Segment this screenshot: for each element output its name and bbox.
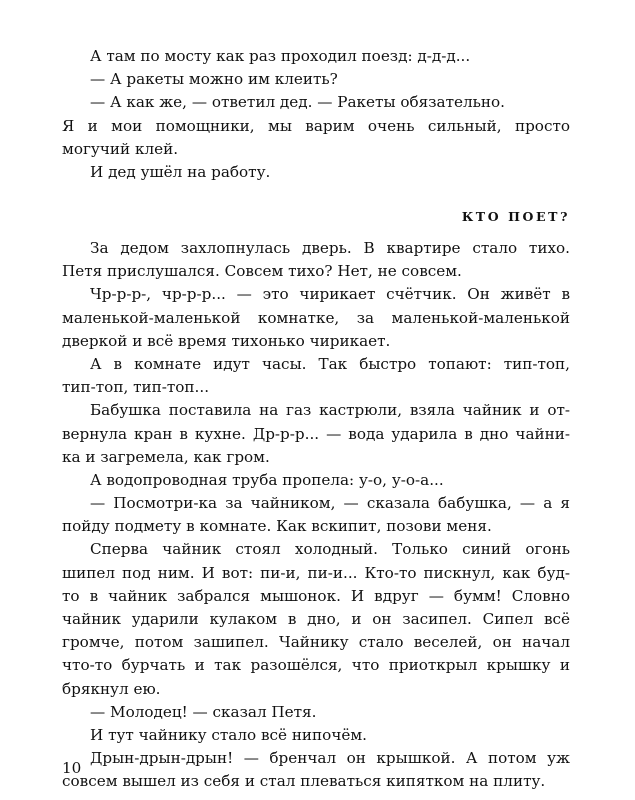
- paragraph-line: — А как же, — ответил дед. — Ракеты обязательно.: [90, 93, 505, 112]
- paragraph-line: А там по мосту как раз проходил поезд: д-д-д...: [90, 47, 471, 65]
- paragraph-line: что-то бурчать и так разошёлся, что приоткрыл крышку и: [62, 656, 570, 675]
- paragraph-line: тип-топ, тип-топ...: [62, 378, 210, 397]
- paragraph-line: — А ракеты можно им клеить?: [90, 70, 338, 89]
- paragraph-line: И дед ушёл на работу.: [90, 162, 271, 181]
- paragraph-line: пойду подмету в комнате. Как вскипит, позови меня.: [62, 517, 492, 536]
- paragraph-line: Я и мои помощники, мы варим очень сильный, просто могучий клей.: [62, 116, 570, 158]
- paragraph-line: Сперва чайник стоял холодный. Только синий огонь: [90, 540, 570, 559]
- paragraph-line: вернула кран в кухне. Др-р-р... — вода ударила в дно чайни-: [62, 424, 570, 443]
- text-block-top: [62, 45, 570, 184]
- paragraph-line: Бабушка поставила на газ кастрюли, взяла чайник и от-: [90, 401, 570, 420]
- paragraph-line: громче, потом зашипел. Чайнику стало веселей, он начал: [62, 633, 570, 652]
- paragraph-line: чайник ударили кулаком в дно, и он засипел. Сипел всё: [62, 610, 570, 628]
- paragraph-line: маленькой-маленькой комнатке, за маленькой-маленькой: [62, 308, 570, 327]
- paragraph-line: то в чайник забрался мышонок. И вдруг — бумм! Словно: [62, 586, 570, 605]
- paragraph-line: брякнул ею.: [62, 679, 161, 698]
- paragraph-line: И тут чайнику стало всё нипочём.: [90, 725, 367, 744]
- paragraph-line: Дрын-дрын-дрын! — бренчал он крышкой. А потом уж: [90, 749, 570, 768]
- paragraph-line: А в комнате идут часы. Так быстро топают: тип-топ,: [90, 354, 570, 373]
- paragraph-line: — Молодец! — сказал Петя.: [90, 702, 317, 721]
- section-heading: КТО ПОЕТ?: [461, 209, 570, 224]
- page-number: 10: [62, 759, 82, 777]
- paragraph-line: — Посмотри-ка за чайником, — сказала бабушка, — а я: [90, 494, 570, 513]
- paragraph-line: дверкой и всё время тихонько чирикает.: [62, 331, 391, 350]
- paragraph-line: совсем вышел из себя и стал плеваться кипятком на плиту.: [62, 772, 546, 791]
- paragraph-line: ка и загремела, как гром.: [62, 447, 270, 466]
- paragraph-line: За дедом захлопнулась дверь. В квартире стало тихо.: [90, 239, 570, 257]
- paragraph-line: шипел под ним. И вот: пи-и, пи-и... Кто-то пискнул, как буд-: [62, 563, 570, 582]
- paragraph-line: Петя прислушался. Совсем тихо? Нет, не совсем.: [62, 262, 462, 281]
- paragraph-line: Чр-р-р-, чр-р-р... — это чирикает счётчик. Он живёт в: [90, 285, 570, 304]
- text-block-main: [62, 237, 570, 794]
- paragraph-line: А водопроводная труба пропела: у-о, у-о-а...: [90, 470, 444, 489]
